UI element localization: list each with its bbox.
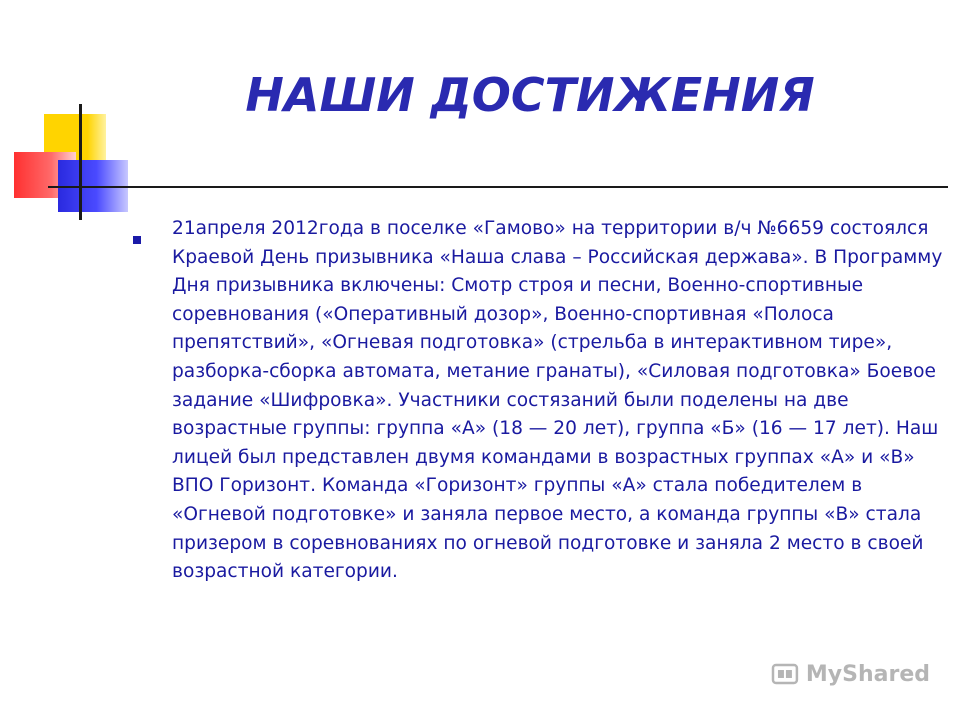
shared-logo-icon <box>770 659 800 689</box>
corner-decoration <box>0 0 140 230</box>
bullet-icon <box>133 236 141 244</box>
vertical-rule <box>79 104 82 220</box>
slide-paragraph: 21апреля 2012года в поселке «Гамово» на территории в/ч №6659 состоялся Краевой День призывника «Наша слава – Российская держава». В Программу Дня призывника включены: Смотр строя и песни, Военно-спортивные соревнования («Оперативный дозор», Военно-спортивная «Полоса препятствий», «Огневая подготовка» (стрельба в интерактивном тире», разборка-сборка автомата, метание гранаты), «Силовая подготовка» Боевое задание «Шифровка». Участники состязаний были поделены на две возрастные группы: группа «А» (18 — 20 лет), группа «Б» (16 — 17 лет). Наш лицей был представлен двумя командами в возрастных группах «А» и «В» ВПО Горизонт. Команда «Горизонт» группы «А» стала победителем в «Огневой подготовке» и заняла первое место, а команда группы «В» стала призером в соревнованиях по огневой подготовке и заняла 2 место в своей возрастной категории. <box>172 218 943 583</box>
watermark <box>770 656 930 692</box>
slide-title: НАШИ ДОСТИЖЕНИЯ <box>245 68 815 122</box>
watermark-text: MyShared <box>805 661 930 687</box>
horizontal-rule <box>48 186 948 188</box>
